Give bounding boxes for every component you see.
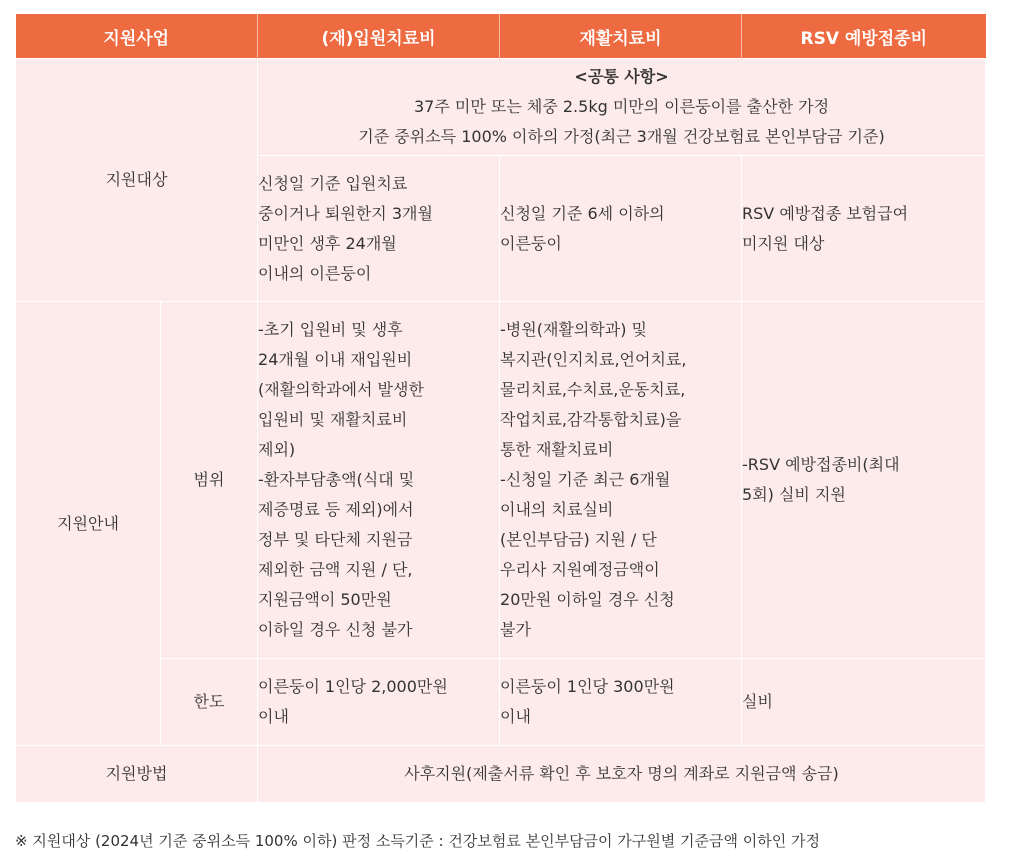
support-table [15, 14, 986, 803]
target-common-row [16, 59, 986, 156]
common-line-2: 기준 중위소득 100% 이하의 가정(최근 3개월 건강보험료 본인부담금 기준) [358, 127, 885, 146]
target-inpatient: 신청일 기준 입원치료 중이거나 퇴원한지 3개월 미만인 생후 24개월 이내의 이른둥이 [258, 156, 500, 302]
limit-inpatient: 이른둥이 1인당 2,000만원 이내 [258, 659, 500, 746]
footnote: ※ 지원대상 (2024년 기준 중위소득 100% 이하) 판정 소득기준 : 건강보험료 본인부담금이 가구원별 기준금액 이하인 가정 [15, 832, 820, 850]
common-line-1: 37주 미만 또는 체중 2.5kg 미만의 이른둥이를 출산한 가정 [413, 97, 830, 116]
limit-rehab: 이른둥이 1인당 300만원 이내 [500, 659, 742, 746]
method-value: 사후지원(제출서류 확인 후 보호자 명의 계좌로 지원금액 송금) [258, 746, 986, 803]
limit-rsv: 실비 [742, 659, 986, 746]
target-common [258, 59, 986, 156]
target-rsv: RSV 예방접종 보험급여 미지원 대상 [742, 156, 986, 302]
method-label: 지원방법 [16, 746, 258, 803]
guide-label: 지원안내 [16, 302, 161, 746]
header-row [16, 14, 986, 59]
method-row [16, 746, 986, 803]
common-title: <공통 사항> [574, 67, 669, 86]
target-rehab: 신청일 기준 6세 이하의 이른둥이 [500, 156, 742, 302]
header-rsv: RSV 예방접종비 [742, 14, 986, 59]
guide-range-row [16, 302, 986, 659]
header-rehab: 재활치료비 [500, 14, 742, 59]
range-label: 범위 [161, 302, 258, 659]
target-label: 지원대상 [16, 59, 258, 302]
range-rsv: -RSV 예방접종비(최대 5회) 실비 지원 [742, 302, 986, 659]
limit-label: 한도 [161, 659, 258, 746]
header-inpatient: (재)입원치료비 [258, 14, 500, 59]
range-inpatient: -초기 입원비 및 생후 24개월 이내 재입원비 (재활의학과에서 발생한 입원비 및 재활치료비 제외) -환자부담총액(식대 및 제증명료 등 제외)에서 정부 및 타단체 지원금 제외한 금액 지원 / 단, 지원금액이 50만원 이하일 경우 신청 불가 [258, 302, 500, 659]
guide-limit-row [16, 659, 986, 746]
header-program: 지원사업 [16, 14, 258, 59]
range-rehab: -병원(재활의학과) 및 복지관(인지치료,언어치료, 물리치료,수치료,운동치료, 작업치료,감각통합치료)을 통한 재활치료비 -신청일 기준 최근 6개월 이내의 치료실비 (본인부담금) 지원 / 단 우리사 지원예정금액이 20만원 이하일 경우 신청 불가 [500, 302, 742, 659]
